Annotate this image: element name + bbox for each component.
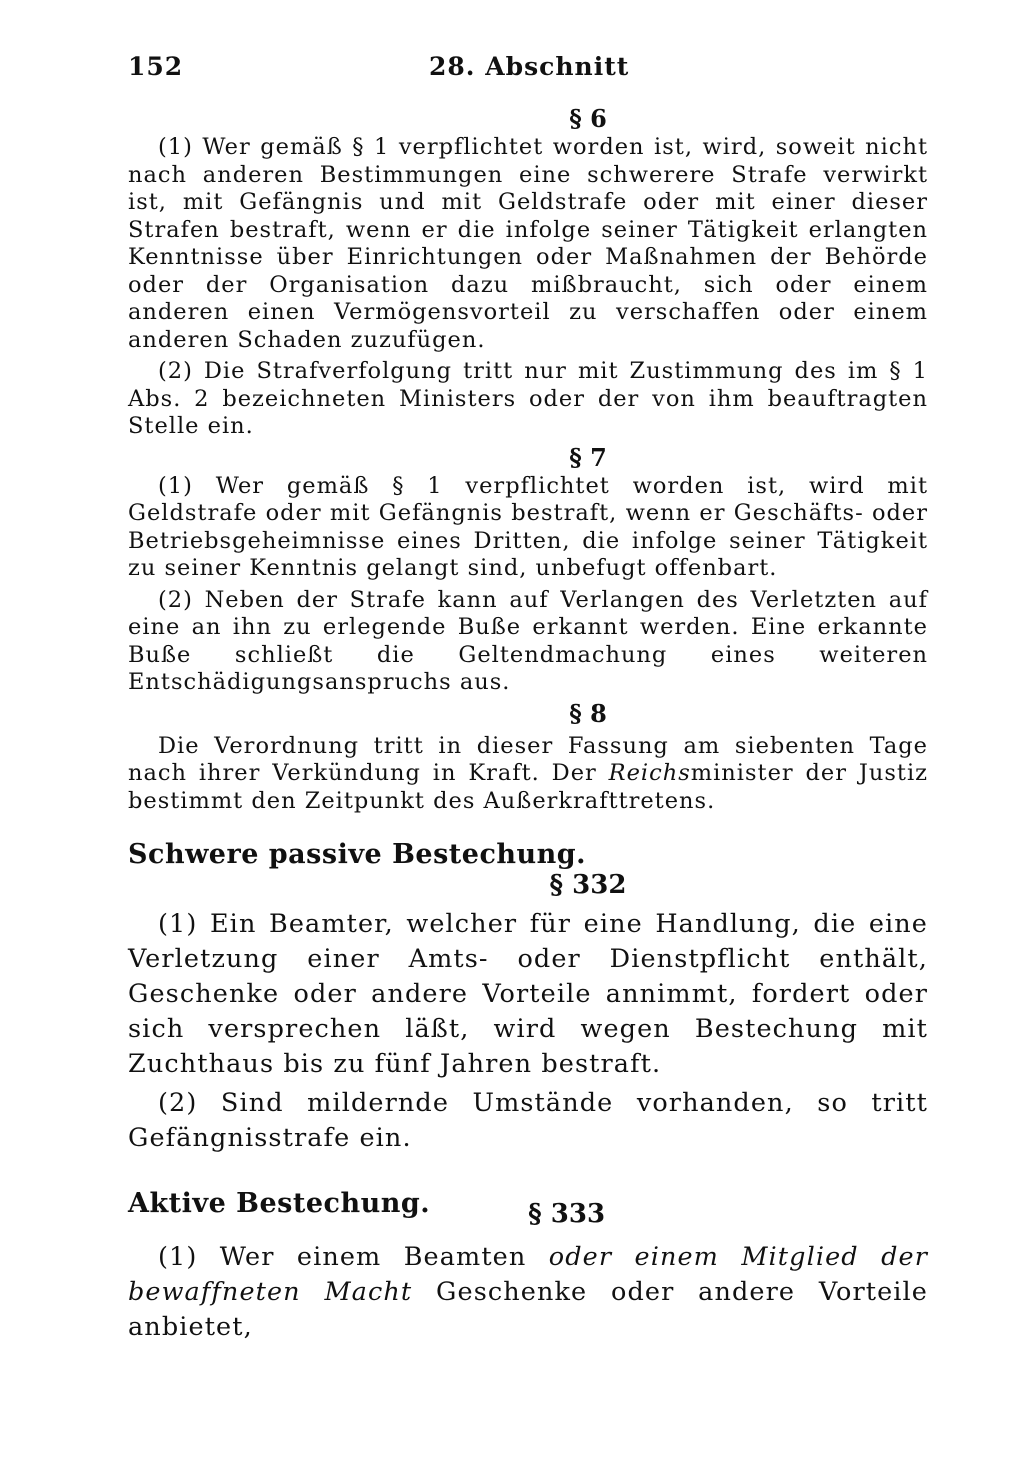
- chapter-title: 28. Abschnitt: [429, 52, 630, 81]
- section-332-paragraph-1: (1) Ein Beamter, welcher für eine Handlung, die eine Verletzung einer Amts- oder Dienstpflicht enthält, Geschenke oder andere Vorteile annimmt, fordert oder sich versprechen läßt, wird wegen Bestechung mit Zuchthaus bis zu fünf Jahren bestraft.: [128, 909, 928, 1079]
- section-7: [128, 443, 928, 697]
- section-332-paragraph-2: (2) Sind mildernde Umstände vorhanden, so tritt Gefängnisstrafe ein.: [128, 1088, 928, 1153]
- section-333-text-end: Geschenke oder andere Vorteile anbietet,: [128, 1277, 929, 1342]
- section-332-heading: § 332: [549, 870, 627, 900]
- page: [128, 52, 928, 1345]
- section-6-paragraph-1: (1) Wer gemäß § 1 verpflichtet worden ist, wird, soweit nicht nach anderen Bestimmungen eine schwerere Strafe verwirkt ist, mit Gefängnis und mit Geldstrafe oder mit einer dieser Strafen bestraft, wenn er die infolge seiner Tätigkeit erlangten Kenntnisse über Einrichtungen oder Maßnahmen der Behörde oder der Organisation dazu mißbraucht, sich oder einem anderen einen Vermögensvorteil zu verschaffen oder einem anderen Schaden zuzufügen.: [128, 134, 928, 353]
- section-333-heading: § 333: [528, 1199, 606, 1229]
- section-7-paragraph-1: (1) Wer gemäß § 1 verpflichtet worden ist, wird mit Geldstrafe oder mit Gefängnis bestraft, wenn er Geschäfts- oder Betriebsgeheimnisse eines Dritten, die infolge seiner Tätigkeit zu seiner Kenntnis gelangt sind, unbefugt offenbart.: [128, 472, 928, 581]
- section-8: [128, 699, 928, 816]
- section-8-heading: § 8: [569, 698, 607, 728]
- section-333: [128, 1186, 928, 1345]
- section-8-text-end: minister der Justiz bestimmt den Zeitpunkt des Außerkrafttretens.: [128, 760, 928, 814]
- section-8-italic-word: Reichs: [608, 760, 691, 786]
- section-6: [128, 104, 928, 441]
- section-7-heading: § 7: [569, 442, 607, 472]
- section-333-italic-phrase: oder einem Mitglied der bewaffneten Macht: [128, 1242, 928, 1307]
- section-8-paragraph-1: [128, 733, 928, 816]
- page-number: 152: [128, 52, 184, 81]
- section-333-paragraph-1: [128, 1240, 928, 1345]
- section-8-text-start: Die Verordnung tritt in dieser Fassung am siebenten Tage nach ihrer Verkündung in Kraft. Der: [128, 732, 928, 786]
- running-head: [128, 52, 928, 104]
- section-333-header-row: [128, 1186, 928, 1229]
- section-332: [128, 837, 928, 1156]
- section-332-title: Schwere passive Bestechung.: [128, 839, 587, 870]
- section-6-paragraph-2: (2) Die Strafverfolgung tritt nur mit Zustimmung des im § 1 Abs. 2 bezeichneten Ministers oder der von ihm beauftragten Stelle ein.: [128, 358, 928, 439]
- section-7-paragraph-2: (2) Neben der Strafe kann auf Verlangen des Verletzten auf eine an ihn zu erlegende Buße erkannt werden. Eine erkannte Buße schließt die Geltendmachung eines weiteren Entschädigungsanspruchs aus.: [128, 586, 928, 695]
- section-6-heading: § 6: [569, 104, 607, 133]
- section-333-text-start: (1) Wer einem Beamten: [158, 1242, 549, 1272]
- section-333-title: Aktive Bestechung.: [128, 1188, 431, 1219]
